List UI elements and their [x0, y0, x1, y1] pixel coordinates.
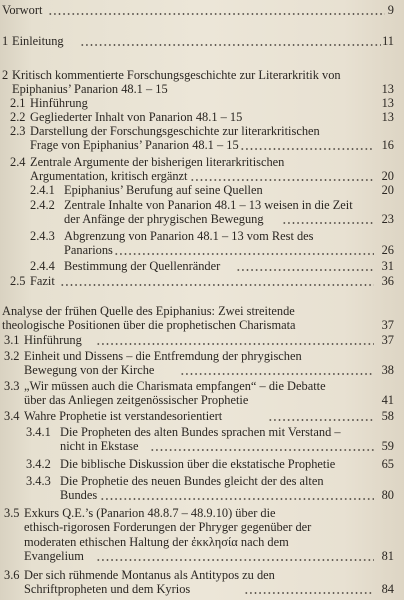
toc-entry	[0, 198, 404, 229]
toc-entry-number: 1	[2, 34, 9, 48]
toc-entry-number: 3.1	[4, 333, 20, 347]
toc-page-number: 37	[381, 333, 394, 347]
dot-leader	[282, 222, 374, 224]
toc-entry	[0, 474, 404, 505]
toc-entry	[0, 506, 404, 566]
toc-entry-title-line: Bundes	[60, 488, 98, 503]
toc-entry-title-line: nicht in Ekstase	[60, 439, 139, 454]
toc-page-number: 16	[381, 138, 394, 153]
toc-entry-title-line: Die Prophetie des neuen Bundes gleicht der des alten	[60, 474, 324, 488]
toc-entry	[0, 183, 404, 199]
toc-entry-title-line: theologische Positionen über die prophetischen Charismata	[2, 318, 296, 333]
toc-entry-title-line: Hinführung	[30, 96, 88, 110]
dot-leader	[48, 13, 385, 15]
toc-page-number: 20	[381, 169, 394, 184]
toc-page-number: 38	[381, 363, 394, 378]
toc-page-number: 13	[381, 110, 394, 124]
toc-page-number: 65	[381, 457, 394, 471]
toc-entry-number: 3.4.2	[26, 457, 51, 471]
toc-entry	[0, 333, 404, 349]
toc-entry	[0, 425, 404, 456]
dot-leader	[60, 284, 374, 286]
dot-leader	[96, 343, 374, 345]
toc-entry-title-line: Wahre Prophetie ist verstandesorientiert	[24, 409, 223, 423]
dot-leader	[80, 44, 381, 46]
toc-page-number: 13	[381, 82, 394, 97]
toc-entry-number: 2.2	[10, 110, 26, 124]
toc-entry-title-line: ethisch-rigorosen Forderungen der Phryger gegenüber der	[24, 520, 312, 535]
dot-leader	[100, 498, 374, 500]
toc-page-number: 58	[381, 409, 394, 423]
toc-entry-title-line: Bewegung von der Kirche	[24, 363, 155, 378]
toc-entry	[0, 304, 404, 335]
toc-entry-number: 3.3	[4, 379, 20, 393]
toc-entry-title-line: Hinführung	[24, 333, 82, 347]
toc-entry-number: 2	[2, 68, 9, 82]
toc-page-number: 23	[381, 212, 394, 227]
toc-entry-number: 3.5	[4, 506, 20, 520]
toc-entry-number: 2.4.4	[30, 259, 55, 273]
toc-entry-title-line: über das Anliegen zeitgenössischer Prophetie	[24, 393, 249, 408]
toc-page-number: 26	[381, 243, 394, 258]
toc-page-number: 36	[381, 274, 394, 288]
toc-entry-title-line: Evangelium	[24, 549, 84, 564]
toc-entry-number: 3.6	[4, 568, 20, 582]
toc-entry-title-line: Exkurs Q.E.’s (Panarion 48.8.7 – 48.9.10) über die	[24, 506, 276, 520]
dot-leader	[244, 592, 374, 594]
toc-entry-number: 3.4	[4, 409, 20, 423]
dot-leader	[114, 253, 374, 255]
toc-page-number: 13	[381, 96, 394, 110]
toc-entry-title-line: moderaten ethischen Haltung der ἐκκλησία nach dem	[24, 534, 289, 549]
toc-page-number: 84	[381, 582, 394, 597]
toc-page-number: 81	[381, 549, 394, 564]
dot-leader	[96, 559, 374, 561]
toc-entry-title-line: der Anfänge der phrygischen Bewegung	[64, 212, 264, 227]
toc-page-number: 37	[381, 318, 394, 333]
toc-entry-title-line: Frage von Epiphanius’ Panarion 48.1 – 15	[30, 138, 239, 153]
toc-entry-title-line: Einleitung	[12, 34, 64, 48]
toc-entry-title-line: Fazit	[30, 274, 55, 288]
toc-entry-number: 2.4.2	[30, 198, 55, 212]
toc-page-number: 80	[381, 488, 394, 503]
toc-entry-title-line: Abgrenzung von Panarion 48.1 – 13 vom Rest des	[64, 229, 314, 243]
dot-leader	[268, 419, 374, 421]
toc-entry	[0, 155, 404, 186]
toc-entry-title-line: Schriftpropheten und dem Kyrios	[24, 582, 191, 597]
toc-entry	[0, 68, 404, 99]
toc-page-number: 41	[381, 393, 394, 408]
toc-entry-title-line: Die Propheten des alten Bundes sprachen mit Verstand –	[60, 425, 341, 439]
toc-entry-number: 2.3	[10, 124, 26, 138]
dot-leader	[150, 449, 374, 451]
dot-leader	[190, 179, 374, 181]
toc-entry	[0, 259, 404, 275]
toc-entry	[0, 349, 404, 380]
dot-leader	[180, 373, 374, 375]
toc-entry-number: 2.4.3	[30, 229, 55, 243]
toc-entry-title-line: Zentrale Inhalte von Panarion 48.1 – 13 weisen in die Zeit	[64, 198, 353, 212]
toc-entry-title-line: Die biblische Diskussion über die ekstatische Prophetie	[60, 457, 336, 471]
toc-page-number: 11	[382, 34, 394, 48]
toc-entry-title-line: Panarions	[64, 243, 113, 258]
toc-page-number: 59	[381, 439, 394, 454]
toc-page-number: 9	[387, 3, 394, 17]
toc-entry-number: 2.5	[10, 274, 26, 288]
toc-entry-number: 3.4.1	[26, 425, 51, 439]
toc-entry-title-line: Einheit und Dissens – die Entfremdung der phrygischen	[24, 349, 302, 363]
toc-entry	[0, 3, 404, 19]
toc-entry-title-line: Darstellung der Forschungsgeschichte zur literarkritischen	[30, 124, 320, 138]
dot-leader	[236, 269, 374, 271]
toc-entry-title-line: Epiphanius’ Berufung auf seine Quellen	[64, 183, 263, 197]
toc-entry-number: 2.1	[10, 96, 26, 110]
toc-entry	[0, 229, 404, 260]
toc-entry-title-line: Zentrale Argumente der bisherigen literarkritischen	[30, 155, 285, 169]
toc-entry-title-line: „Wir müssen auch die Charismata empfangen“ – die Debatte	[24, 379, 326, 393]
toc-entry	[0, 409, 404, 425]
toc-entry-number: 3.4.3	[26, 474, 51, 488]
toc-entry-title-line: Der sich rühmende Montanus als Antitypos zu den	[24, 568, 275, 582]
toc-entry-title-line: Analyse der frühen Quelle des Epiphanius: Zwei streitende	[2, 304, 295, 318]
toc-page-number: 31	[381, 259, 394, 273]
dot-leader	[240, 148, 374, 150]
toc-entry	[0, 379, 404, 410]
toc-entry	[0, 34, 404, 50]
toc-entry-title-line: Vorwort	[2, 3, 43, 17]
toc-entry-number: 2.4.1	[30, 183, 55, 197]
toc-entry-title-line: Kritisch kommentierte Forschungsgeschichte zur Literarkritik von	[12, 68, 341, 82]
toc-entry	[0, 274, 404, 290]
toc-entry	[0, 124, 404, 155]
toc-entry-title-line: Argumentation, kritisch ergänzt	[30, 169, 188, 184]
toc-entry	[0, 457, 404, 473]
toc-entry	[0, 568, 404, 599]
toc-page-number: 20	[381, 183, 394, 197]
toc-entry-title-line: Epiphanius’ Panarion 48.1 – 15	[12, 82, 168, 97]
toc-entry-title-line: Bestimmung der Quellenränder	[64, 259, 221, 273]
toc-entry-number: 3.2	[4, 349, 20, 363]
toc-entry-title-line: Gegliederter Inhalt von Panarion 48.1 – 15	[30, 110, 243, 124]
toc-entry-number: 2.4	[10, 155, 26, 169]
